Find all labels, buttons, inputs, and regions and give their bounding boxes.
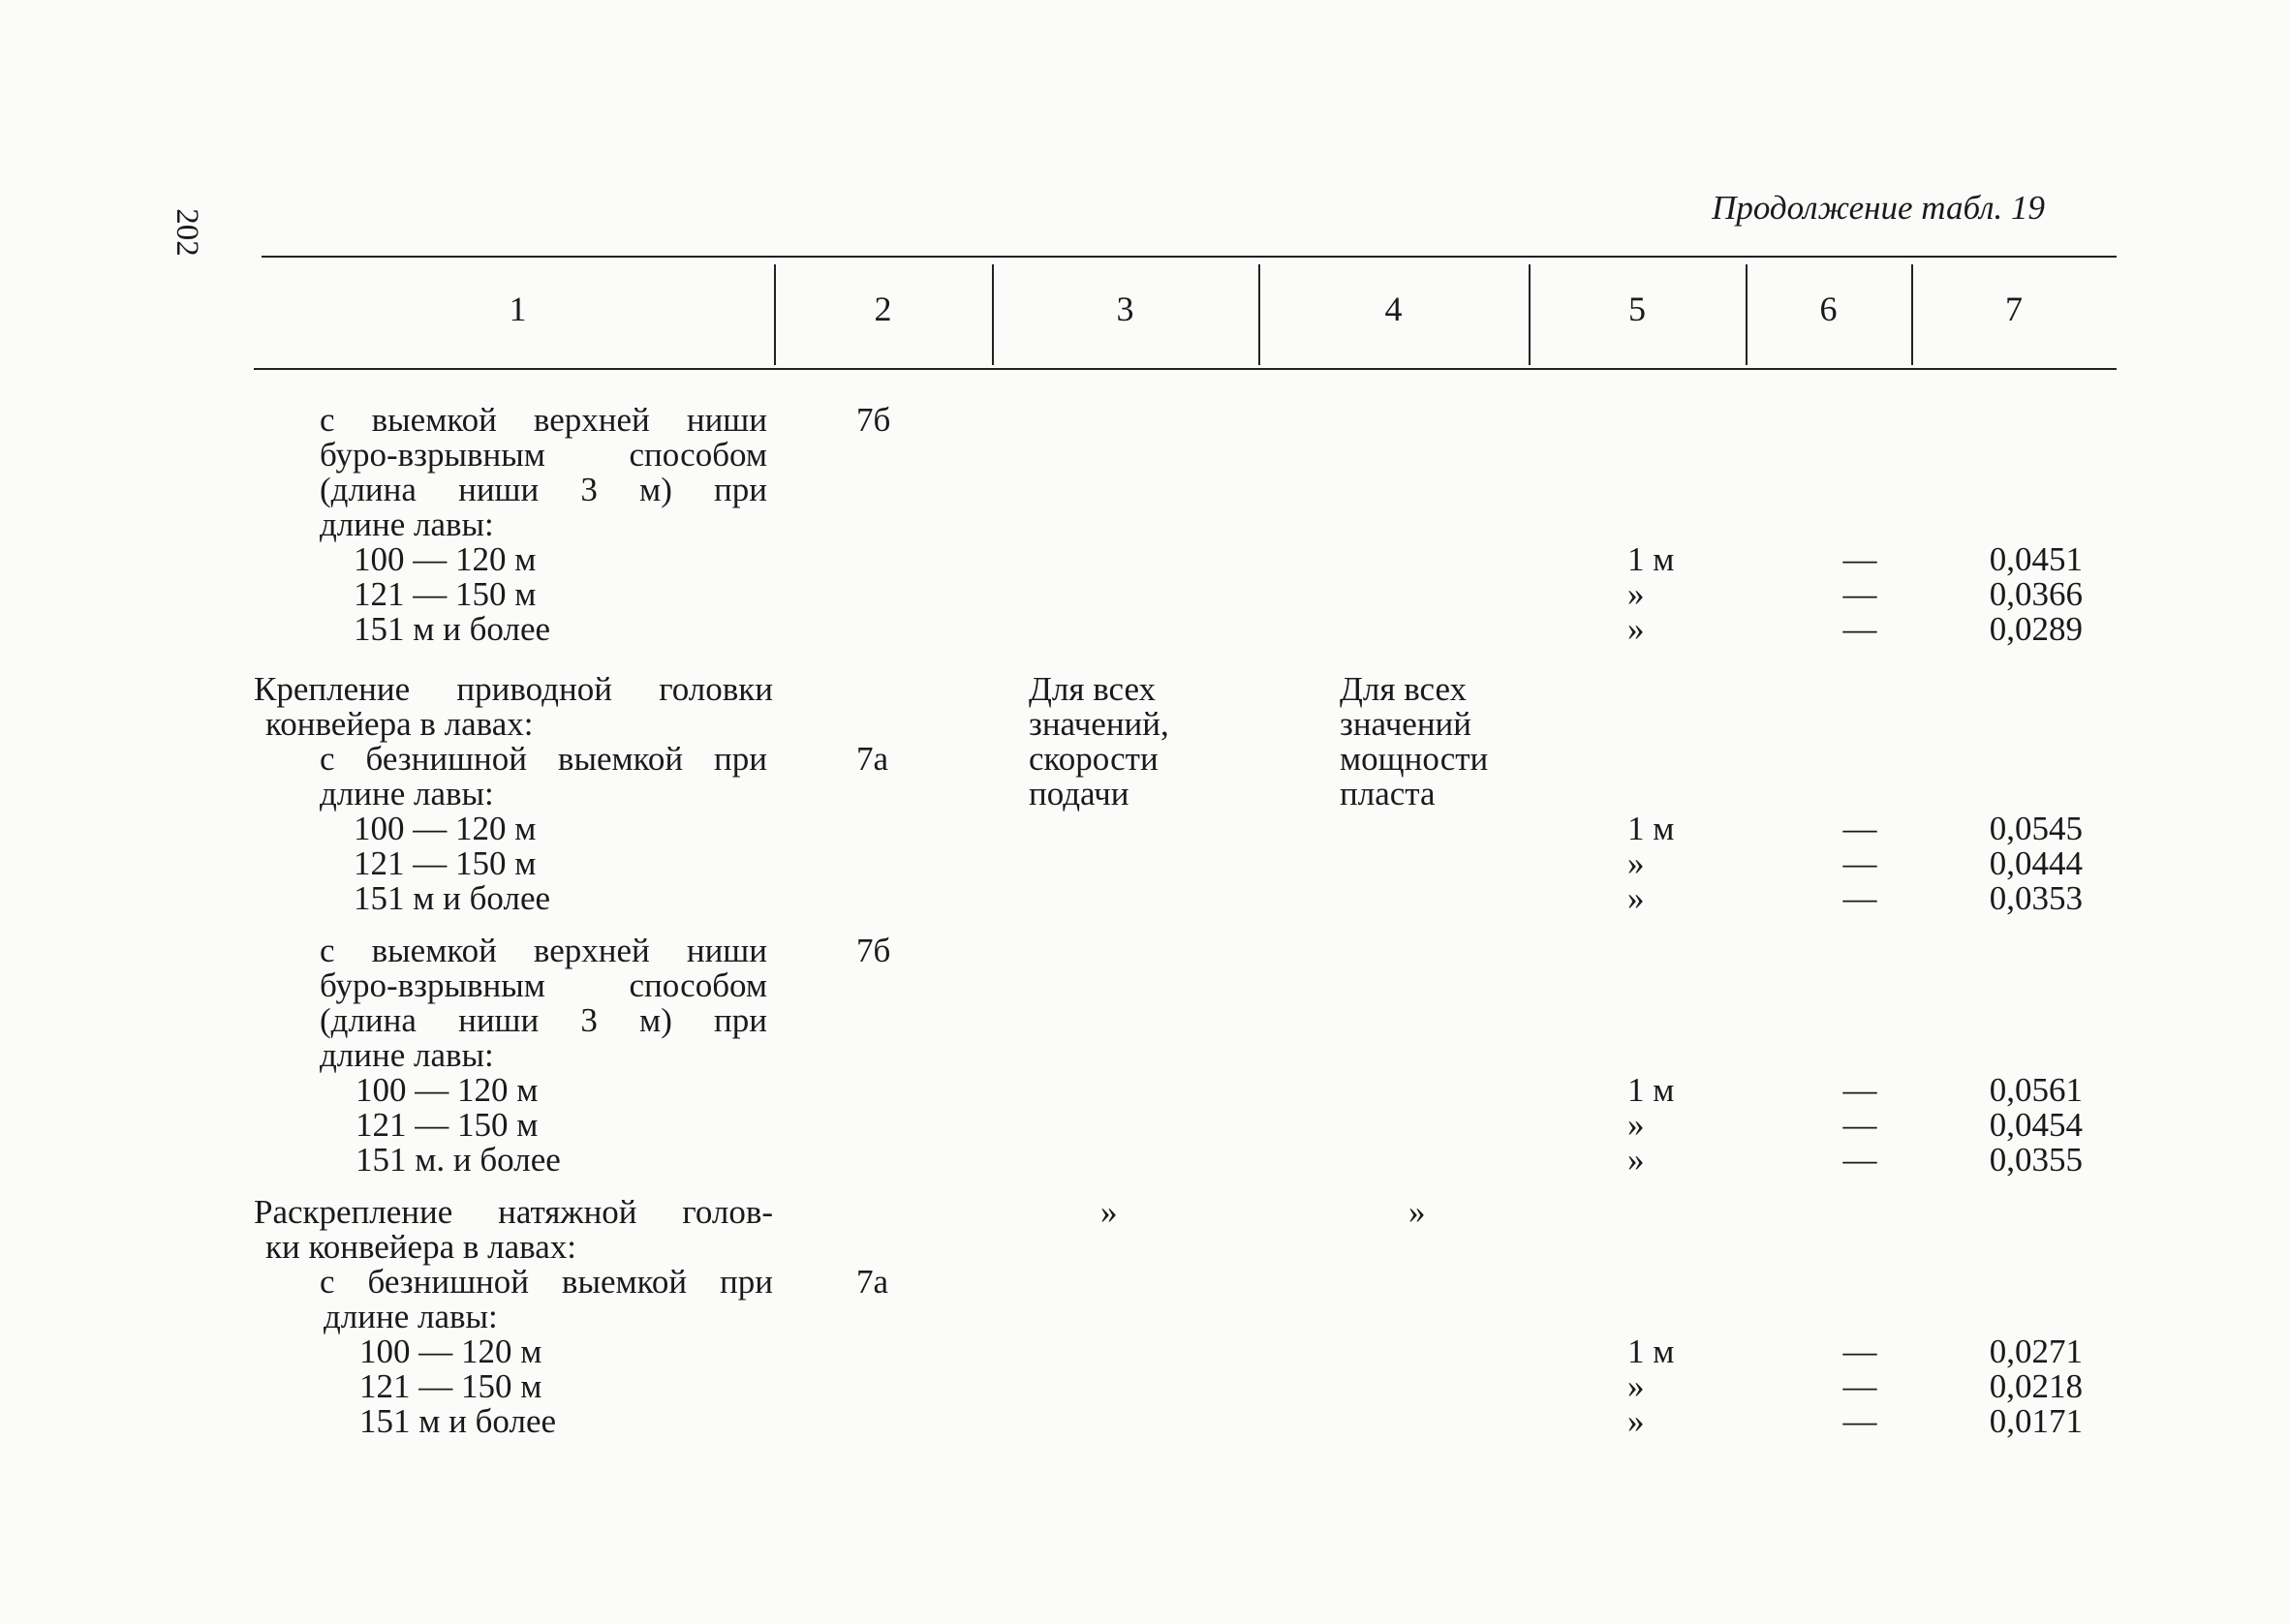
row-unit: » xyxy=(1627,1106,1645,1144)
row-unit: » xyxy=(1627,610,1645,648)
section-code: 7а xyxy=(856,1263,889,1301)
row-range: 151 м и более xyxy=(354,610,551,648)
header-col-5: 5 xyxy=(1628,290,1646,328)
row-value: 0,0545 xyxy=(1989,810,2083,847)
col3-note-line: подачи xyxy=(1029,775,1129,812)
section-code: 7б xyxy=(856,932,891,969)
section-desc-line: (длина ниши 3 м) при xyxy=(320,1001,767,1039)
header-col-6: 6 xyxy=(1819,290,1838,328)
row-col6: — xyxy=(1842,1367,1877,1405)
section-code: 7а xyxy=(856,740,889,778)
row-range: 151 м. и более xyxy=(356,1141,561,1179)
row-col6: — xyxy=(1842,1333,1877,1370)
row-col6: — xyxy=(1842,610,1877,648)
row-unit: 1 м xyxy=(1627,1333,1675,1370)
row-range: 121 — 150 м xyxy=(359,1367,542,1405)
row-value: 0,0171 xyxy=(1989,1402,2083,1440)
row-range: 100 — 120 м xyxy=(354,540,537,578)
header-col-2: 2 xyxy=(874,290,892,328)
row-unit: » xyxy=(1627,575,1645,613)
section-desc-line: буро-взрывным способом xyxy=(320,966,767,1004)
section-code: 7б xyxy=(856,401,891,439)
row-col6: — xyxy=(1842,879,1877,917)
section-desc-line: длине лавы: xyxy=(320,506,494,543)
section-desc-line: с безнишной выемкой при xyxy=(320,740,767,778)
row-value: 0,0353 xyxy=(1989,879,2083,917)
row-value: 0,0561 xyxy=(1989,1071,2083,1109)
row-range: 100 — 120 м xyxy=(359,1333,542,1370)
section-desc-line: буро-взрывным способом xyxy=(320,436,767,474)
section-title-line: Раскрепление натяжной голов- xyxy=(254,1193,773,1231)
section-desc-line: (длина ниши 3 м) при xyxy=(320,471,767,508)
row-col6: — xyxy=(1842,810,1877,847)
section-title-line: ки конвейера в лавах: xyxy=(265,1228,576,1266)
row-range: 151 м и более xyxy=(359,1402,557,1440)
row-range: 100 — 120 м xyxy=(354,810,537,847)
col3-note-line: значений, xyxy=(1029,705,1169,743)
col4-ditto: » xyxy=(1408,1193,1426,1231)
row-unit: » xyxy=(1627,1402,1645,1440)
row-value: 0,0289 xyxy=(1989,610,2083,648)
row-unit: » xyxy=(1627,1141,1645,1179)
row-unit: » xyxy=(1627,879,1645,917)
row-value: 0,0454 xyxy=(1989,1106,2083,1144)
section-title-line: Крепление приводной головки xyxy=(254,670,773,708)
row-value: 0,0444 xyxy=(1989,844,2083,882)
row-col6: — xyxy=(1842,1402,1877,1440)
row-col6: — xyxy=(1842,844,1877,882)
table-top-rule xyxy=(262,256,2117,258)
col3-note-line: скорости xyxy=(1029,740,1159,778)
section-desc-line: с выемкой верхней ниши xyxy=(320,932,767,969)
row-range: 100 — 120 м xyxy=(356,1071,539,1109)
row-col6: — xyxy=(1842,575,1877,613)
row-range: 121 — 150 м xyxy=(356,1106,539,1144)
section-desc-line: длине лавы: xyxy=(320,1036,494,1074)
header-col-4: 4 xyxy=(1384,290,1403,328)
row-range: 121 — 150 м xyxy=(354,844,537,882)
row-col6: — xyxy=(1842,1071,1877,1109)
col3-note-line: Для всех xyxy=(1029,670,1157,708)
table-caption: Продолжение табл. 19 xyxy=(1712,189,2045,227)
section-desc-line: с выемкой верхней ниши xyxy=(320,401,767,439)
col4-note-line: пласта xyxy=(1340,775,1436,812)
col4-note-line: значений xyxy=(1340,705,1472,743)
section-desc-line: длине лавы: xyxy=(320,775,494,812)
section-desc-line: длине лавы: xyxy=(324,1298,498,1335)
row-value: 0,0451 xyxy=(1989,540,2083,578)
col4-note-line: мощности xyxy=(1340,740,1489,778)
row-col6: — xyxy=(1842,540,1877,578)
row-range: 121 — 150 м xyxy=(354,575,537,613)
header-col-1: 1 xyxy=(509,290,527,328)
row-range: 151 м и более xyxy=(354,879,551,917)
row-unit: 1 м xyxy=(1627,1071,1675,1109)
row-col6: — xyxy=(1842,1106,1877,1144)
section-title-line: конвейера в лавах: xyxy=(265,705,534,743)
table-header-rule xyxy=(254,368,2117,370)
col4-note-line: Для всех xyxy=(1340,670,1468,708)
row-col6: — xyxy=(1842,1141,1877,1179)
row-value: 0,0355 xyxy=(1989,1141,2083,1179)
row-value: 0,0218 xyxy=(1989,1367,2083,1405)
row-unit: » xyxy=(1627,844,1645,882)
row-unit: » xyxy=(1627,1367,1645,1405)
page-number: 202 xyxy=(170,208,204,257)
header-col-7: 7 xyxy=(2005,290,2023,328)
row-value: 0,0366 xyxy=(1989,575,2083,613)
section-desc-line: с безнишной выемкой при xyxy=(320,1263,773,1301)
header-col-3: 3 xyxy=(1116,290,1134,328)
row-unit: 1 м xyxy=(1627,810,1675,847)
row-unit: 1 м xyxy=(1627,540,1675,578)
row-value: 0,0271 xyxy=(1989,1333,2083,1370)
col3-ditto: » xyxy=(1100,1193,1118,1231)
